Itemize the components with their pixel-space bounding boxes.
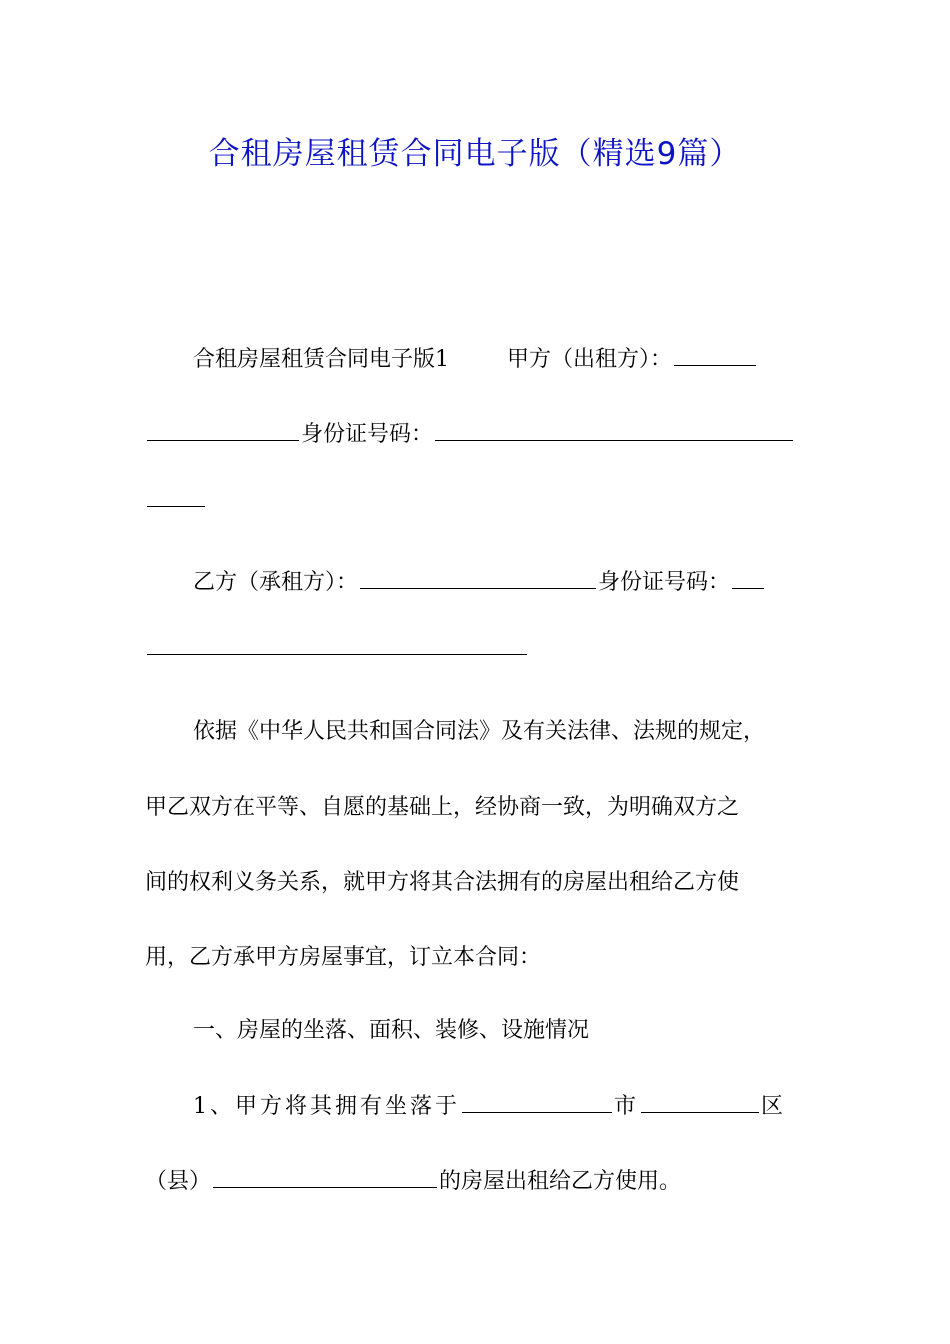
party-a-id-blank [435, 424, 793, 441]
item-1-suffix: 的房屋出租给乙方使用。 [439, 1169, 682, 1194]
county-label: （县） [145, 1169, 212, 1194]
preamble-line-2: 甲乙双方在平等、自愿的基础上，经协商一致，为明确双方之 [145, 795, 740, 820]
contract-heading-line [145, 340, 873, 380]
city-blank [641, 1096, 759, 1113]
preamble-line-3: 间的权利义务关系，就甲方将其合法拥有的房屋出租给乙方使 [145, 870, 740, 895]
district-label: 区 [761, 1094, 787, 1119]
party-b-label: 乙方（承租方）： [193, 570, 359, 595]
party-b-id-blank-cont [147, 638, 527, 655]
contract-heading: 合租房屋租赁合同电子版1 [193, 347, 449, 372]
section-1-item-1-cont [145, 1162, 825, 1202]
item-1-prefix: 1、甲方将其拥有坐落于 [193, 1094, 460, 1119]
document-title: 合租房屋租赁合同电子版（精选9篇） [208, 136, 742, 172]
party-b-id-continuation [145, 638, 825, 655]
section-1-item-1 [145, 1087, 873, 1127]
city-label: 市 [614, 1094, 640, 1119]
party-a-id-continuation [145, 490, 825, 507]
party-a-id-line [145, 415, 825, 455]
party-a-id-label: 身份证号码： [301, 422, 434, 447]
party-a-label: 甲方（出租方）： [507, 347, 673, 372]
party-b-id-label: 身份证号码： [598, 570, 731, 595]
preamble-line-4: 用，乙方承甲方房屋事宜，订立本合同： [145, 945, 542, 970]
party-b-id-blank [732, 572, 764, 589]
county-blank [213, 1171, 437, 1188]
party-b-line [145, 563, 873, 603]
section-1-heading: 一、房屋的坐落、面积、装修、设施情况 [193, 1018, 590, 1043]
preamble-line-1: 依据《中华人民共和国合同法》及有关法律、法规的规定， [193, 719, 766, 744]
party-a-blank [674, 349, 756, 366]
location-blank [462, 1096, 612, 1113]
party-a-name-blank [147, 424, 299, 441]
party-b-blank [360, 572, 596, 589]
party-a-id-blank-cont [147, 490, 205, 507]
